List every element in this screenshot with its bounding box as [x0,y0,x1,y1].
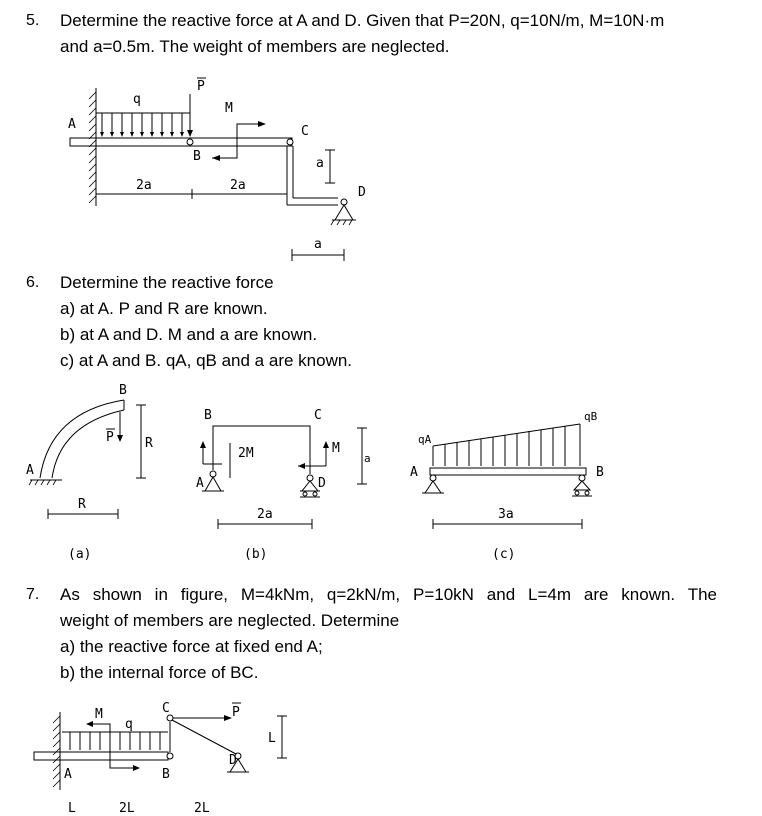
fig5-dim-a-bottom: a [314,237,322,252]
problem-6-line-2: a) at A. P and R are known. [60,299,268,318]
fig6a-caption: (a) [68,547,92,562]
fig6c-label-qB: qB [584,410,598,423]
problem-5-line-1: Determine the reactive force at A and D. Given that P=20N, q=10N/m, M=10N·m [60,11,665,30]
fig7-label-B: B [162,767,170,782]
fig7-dim-L: L [68,801,76,816]
fig6b-label-B: B [204,408,212,423]
problem-6-number: 6. [26,274,40,291]
fig5-dim-2a-left: 2a [136,178,152,193]
problem-7-number: 7. [26,586,40,603]
fig7-label-q: q [125,717,133,732]
fig7-dim-2L-left: 2L [119,801,135,816]
fig7-label-A: A [64,767,72,782]
fig7-label-M: M [95,707,103,722]
fig6a-label-B: B [119,383,127,398]
fig6b-label-a: a [364,452,371,465]
fig6b-dim-2a: 2a [257,507,273,522]
fig6c-label-B: B [596,465,604,480]
fig6b-label-A: A [196,476,204,491]
fig6a-label-A: A [26,463,34,478]
fig5-label-B: B [193,149,201,164]
fig6b-label-M: M [332,441,340,456]
fig6b-caption: (b) [244,547,268,562]
problem-6-line-1: Determine the reactive force [60,273,274,292]
fig6b-label-C: C [314,408,322,423]
fig6a-label-R-dim: R [78,497,86,512]
fig6b-label-2M: 2M [238,446,254,461]
fig6c-label-qA: qA [418,433,432,446]
fig7-label-L-vert: L [268,731,276,746]
fig5-label-A: A [68,117,76,132]
fig7-label-C: C [162,701,170,716]
fig6c-dim-3a: 3a [498,507,514,522]
problem-7-line-4: b) the internal force of BC. [60,663,259,682]
fig5-label-M: M [225,101,233,116]
fig5-dim-2a-right: 2a [230,178,246,193]
fig5-label-q: q [133,92,141,107]
fig7-dim-2L-right: 2L [194,801,210,816]
fig5-label-C: C [301,124,309,139]
fig5-label-D: D [358,185,366,200]
problem-6-line-4: c) at A and B. qA, qB and a are known. [60,351,353,370]
problem-7-line-3: a) the reactive force at fixed end A; [60,637,323,656]
fig6c-caption: (c) [492,547,516,562]
fig7-label-P: P [232,705,240,720]
fig6c-label-A: A [410,465,418,480]
fig5-label-a-vert: a [316,156,324,171]
problem-7-line-1: As shown in figure, M=4kNm, q=2kN/m, P=10kN and L=4m are known. The [60,585,717,604]
problem-5-number: 5. [26,12,40,29]
fig5-label-P: P [197,79,205,94]
problem-7-line-2: weight of members are neglected. Determine [60,611,400,630]
fig6b-label-D: D [318,476,326,491]
problem-5-line-2: and a=0.5m. The weight of members are neglected. [60,37,450,56]
problem-6-line-3: b) at A and D. M and a are known. [60,325,318,344]
fig7-label-D: D [229,753,237,768]
fig6a-label-R-vert: R [145,436,153,451]
fig6a-label-P: P [106,430,114,445]
